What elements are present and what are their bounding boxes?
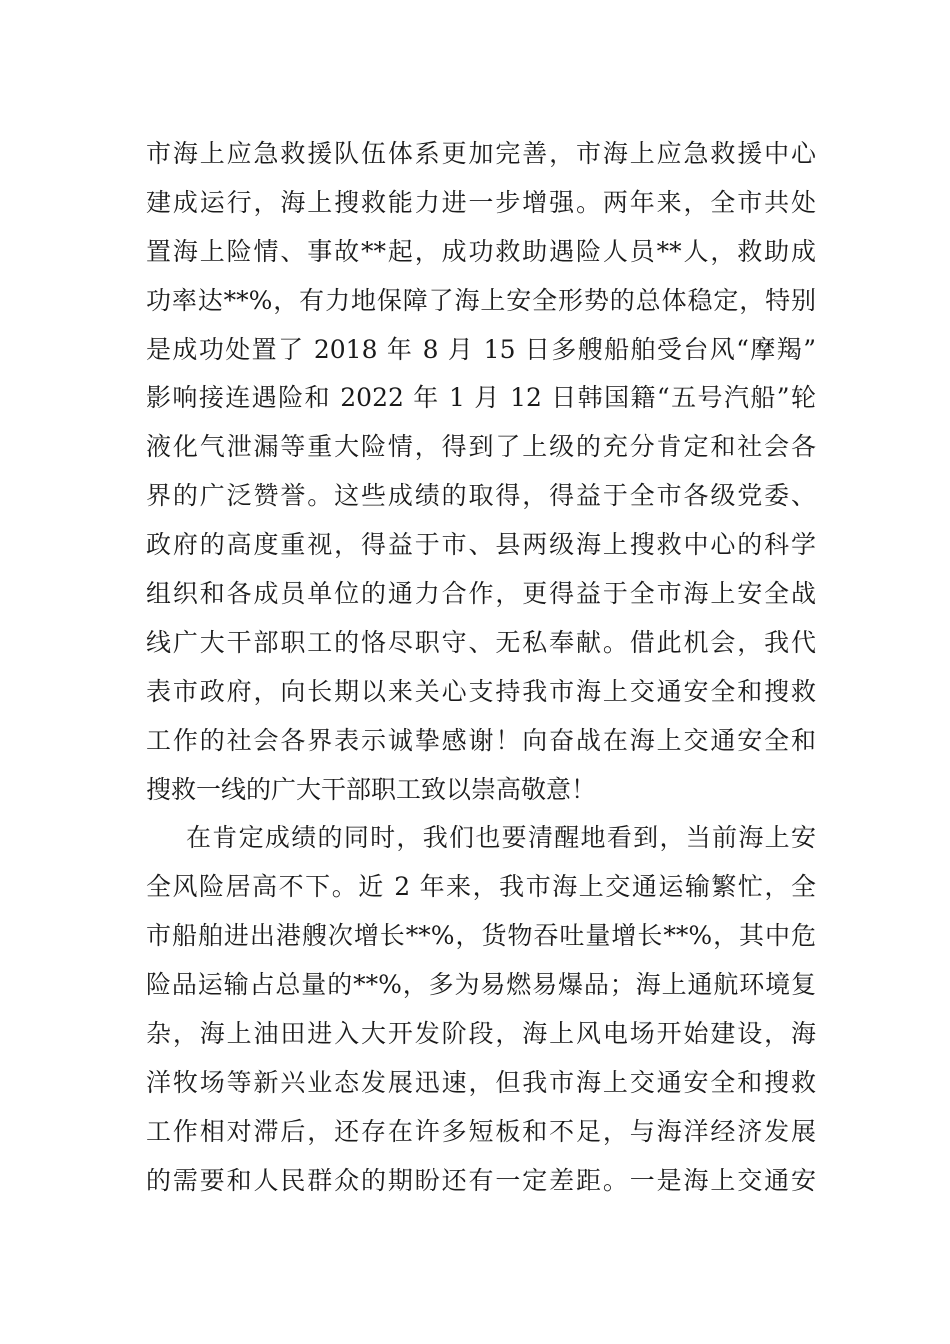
text-line: 液化气泄漏等重大险情，得到了上级的充分肯定和社会各 xyxy=(146,432,816,462)
text-line: 市海上应急救援队伍体系更加完善，市海上应急救援中心 xyxy=(146,139,816,168)
text-line: 组织和各成员单位的通力合作，更得益于全市海上安全战 xyxy=(146,579,816,609)
text-line: 洋牧场等新兴业态发展迅速，但我市海上交通安全和搜救 xyxy=(146,1067,816,1097)
text-line: 是成功处置了 2018 年 8 月 15 日多艘船舶受台风“摩羯” xyxy=(146,334,816,364)
body-text xyxy=(146,130,816,1206)
text-line: 全风险居高不下。近 2 年来，我市海上交通运输繁忙，全 xyxy=(146,872,816,902)
text-line: 影响接连遇险和 2022 年 1 月 12 日韩国籍“五号汽船”轮 xyxy=(146,383,816,413)
text-line: 功率达**%，有力地保障了海上安全形势的总体稳定，特别 xyxy=(146,285,816,315)
paragraph-first-line: 在肯定成绩的同时，我们也要清醒地看到，当前海上安 xyxy=(186,823,816,853)
text-line: 置海上险情、事故**起，成功救助遇险人员**人，救助成 xyxy=(146,236,816,266)
text-line: 险品运输占总量的**%，多为易燃易爆品；海上通航环境复 xyxy=(146,970,816,1000)
text-line: 表市政府，向长期以来关心支持我市海上交通安全和搜救 xyxy=(146,676,816,706)
text-line: 的需要和人民群众的期盼还有一定差距。一是海上交通安 xyxy=(146,1165,816,1195)
text-line: 线广大干部职工的恪尽职守、无私奉献。借此机会，我代 xyxy=(146,627,816,657)
text-line: 工作的社会各界表示诚挚感谢！向奋战在海上交通安全和 xyxy=(146,725,816,755)
text-line: 工作相对滞后，还存在许多短板和不足，与海洋经济发展 xyxy=(146,1116,816,1146)
text-line: 市船舶进出港艘次增长**%，货物吞吐量增长**%，其中危 xyxy=(146,921,816,951)
text-line: 界的广泛赞誉。这些成绩的取得，得益于全市各级党委、 xyxy=(146,481,816,511)
text-line: 搜救一线的广大干部职工致以崇高敬意！ xyxy=(146,774,597,804)
text-line: 政府的高度重视，得益于市、县两级海上搜救中心的科学 xyxy=(146,530,816,560)
text-line: 建成运行，海上搜救能力进一步增强。两年来，全市共处 xyxy=(146,187,816,217)
text-line: 杂，海上油田进入大开发阶段，海上风电场开始建设，海 xyxy=(146,1019,816,1049)
